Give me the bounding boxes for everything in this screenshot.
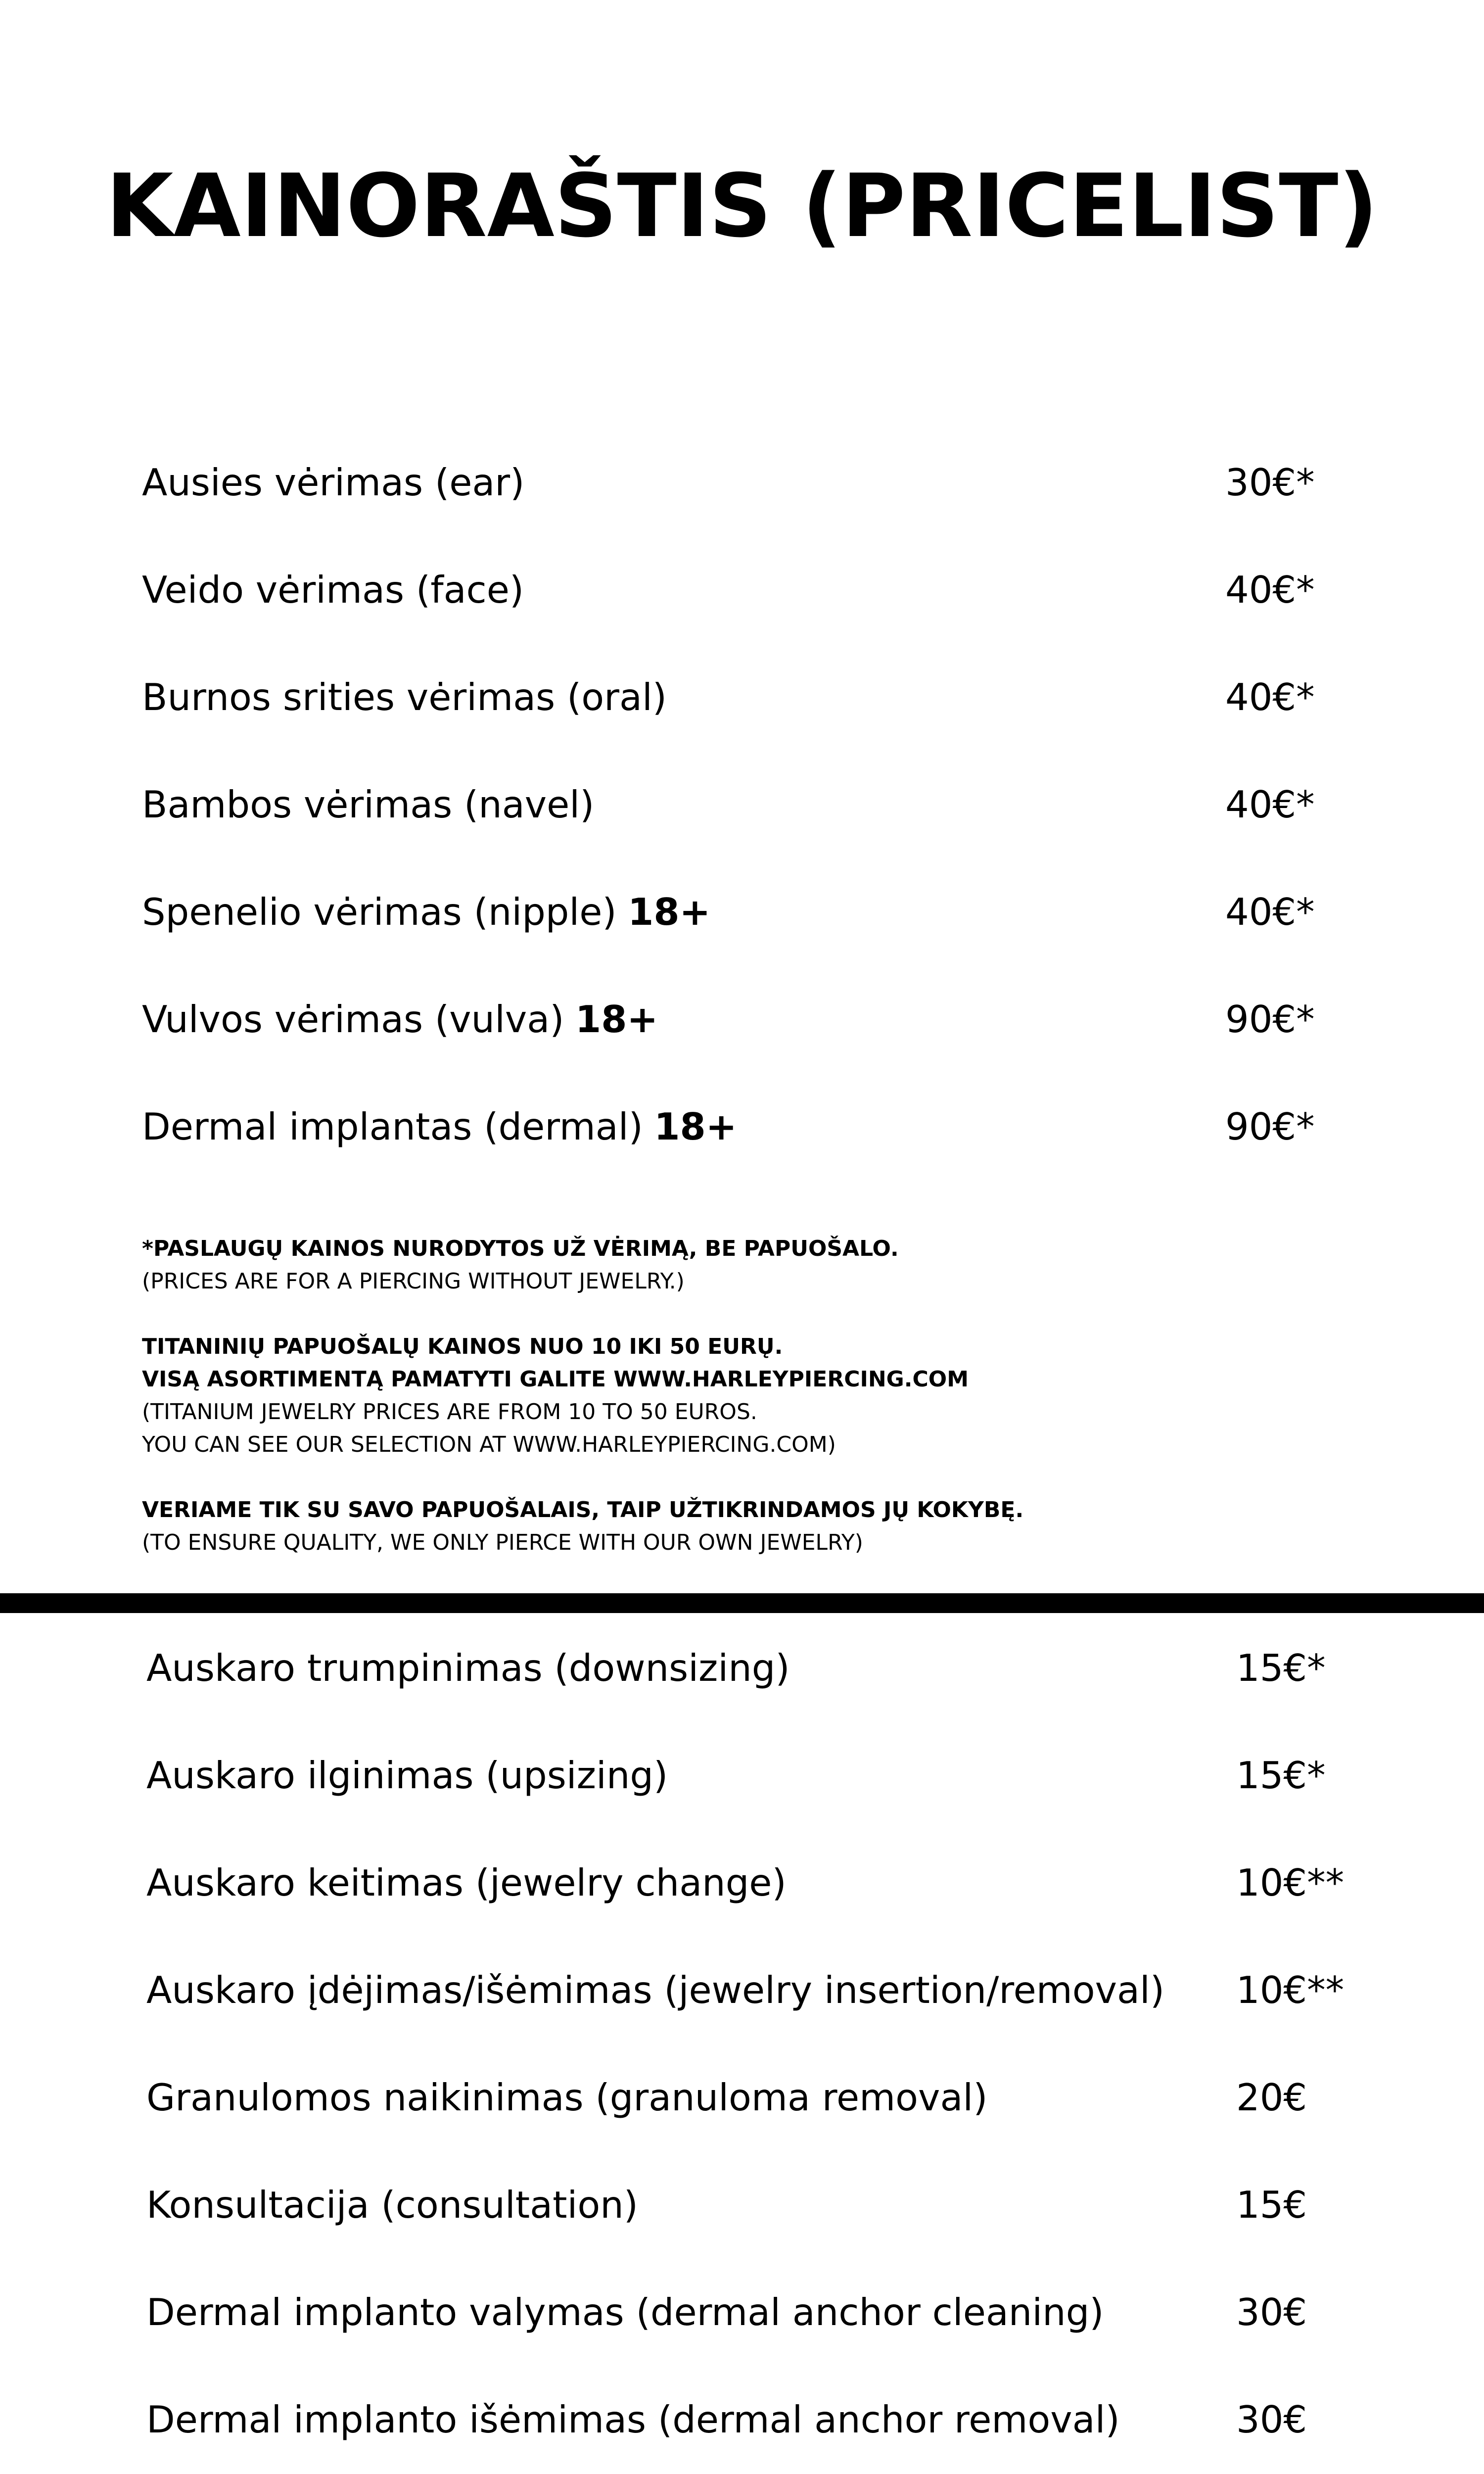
service-name: Konsultacija (consultation) [146, 2183, 639, 2227]
service-name [142, 429, 1225, 536]
price-row [0, 536, 1484, 644]
service-name: Auskaro trumpinimas (downsizing) [146, 1646, 790, 1690]
footnote-en: (PRICES ARE FOR A PIERCING WITHOUT JEWELRY.) [142, 1269, 685, 1294]
other-services-price-list [0, 1615, 1484, 2474]
page-title: KAINORAŠTIS (PRICELIST) [106, 155, 1378, 257]
price-row [0, 1722, 1484, 1829]
service-name [142, 1073, 1225, 1181]
age-badge: 18+ [654, 1105, 737, 1148]
service-name: Granulomos naikinimas (granuloma removal) [146, 2076, 988, 2119]
service-price: 10€** [1236, 1861, 1345, 1904]
footnote-lt: VISĄ ASORTIMENTĄ PAMATYTI GALITE WWW.HARLEYPIERCING.COM [142, 1367, 969, 1392]
service-price: 30€ [1236, 2398, 1307, 2441]
service-name [142, 644, 1225, 751]
service-name: Auskaro keitimas (jewelry change) [146, 1861, 787, 1904]
service-label: Ausies vėrimas (ear) [142, 461, 525, 504]
footnote-en: (TO ENSURE QUALITY, WE ONLY PIERCE WITH OUR OWN JEWELRY) [142, 1530, 863, 1555]
price-row [0, 2151, 1484, 2259]
service-label: Vulvos vėrimas (vulva) [142, 998, 564, 1041]
service-price: 90€* [1225, 998, 1315, 1041]
service-price: 30€ [1236, 2290, 1307, 2334]
piercing-footnotes [0, 1233, 1484, 1559]
service-name [142, 536, 1225, 644]
price-row [0, 751, 1484, 858]
service-name: Dermal implanto išėmimas (dermal anchor removal) [146, 2398, 1120, 2441]
service-name: Auskaro įdėjimas/išėmimas (jewelry insertion/removal) [146, 1968, 1165, 2012]
service-name [142, 966, 1225, 1073]
service-price: 90€* [1225, 1105, 1315, 1148]
price-row [0, 2259, 1484, 2366]
service-name [142, 751, 1225, 858]
price-row [0, 2044, 1484, 2151]
age-badge: 18+ [628, 890, 711, 934]
service-price: 10€** [1236, 1968, 1345, 2012]
price-row [0, 1073, 1484, 1181]
price-row [0, 966, 1484, 1073]
service-label: Spenelio vėrimas (nipple) [142, 890, 617, 934]
service-price: 30€* [1225, 461, 1315, 504]
price-row [0, 2366, 1484, 2474]
service-label: Veido vėrimas (face) [142, 568, 524, 612]
service-price: 40€* [1225, 568, 1315, 612]
service-price: 40€* [1225, 890, 1315, 934]
service-label: Dermal implantas (dermal) [142, 1105, 643, 1148]
footnote-group [142, 1233, 1484, 1298]
footnote-lt: VERIAME TIK SU SAVO PAPUOŠALAIS, TAIP UŽTIKRINDAMOS JŲ KOKYBĘ. [142, 1497, 1024, 1522]
service-price: 40€* [1225, 675, 1315, 719]
service-price: 20€ [1236, 2076, 1307, 2119]
price-row [0, 1829, 1484, 1937]
price-row [0, 1937, 1484, 2044]
footnote-group [142, 1331, 1484, 1461]
footnote-lt: TITANINIŲ PAPUOŠALŲ KAINOS NUO 10 IKI 50 EURŲ. [142, 1334, 783, 1359]
service-price: 40€* [1225, 783, 1315, 826]
piercing-price-list [0, 429, 1484, 1181]
footnote-lt: *PASLAUGŲ KAINOS NURODYTOS UŽ VĖRIMĄ, BE PAPUOŠALO. [142, 1236, 899, 1261]
footnote-en: YOU CAN SEE OUR SELECTION AT WWW.HARLEYPIERCING.COM) [142, 1432, 836, 1457]
service-label: Burnos srities vėrimas (oral) [142, 675, 667, 719]
price-row [0, 858, 1484, 966]
price-row [0, 1615, 1484, 1722]
footnote-en: (TITANIUM JEWELRY PRICES ARE FROM 10 TO 50 EUROS. [142, 1399, 757, 1425]
service-name: Dermal implanto valymas (dermal anchor cleaning) [146, 2290, 1104, 2334]
service-name: Auskaro ilginimas (upsizing) [146, 1754, 668, 1797]
section-divider [0, 1593, 1484, 1613]
service-price: 15€ [1236, 2183, 1307, 2227]
service-name [142, 858, 1225, 966]
service-price: 15€* [1236, 1646, 1326, 1690]
price-row [0, 644, 1484, 751]
price-row [0, 429, 1484, 536]
service-price: 15€* [1236, 1754, 1326, 1797]
footnote-group [142, 1494, 1484, 1559]
age-badge: 18+ [575, 998, 658, 1041]
service-label: Bambos vėrimas (navel) [142, 783, 595, 826]
